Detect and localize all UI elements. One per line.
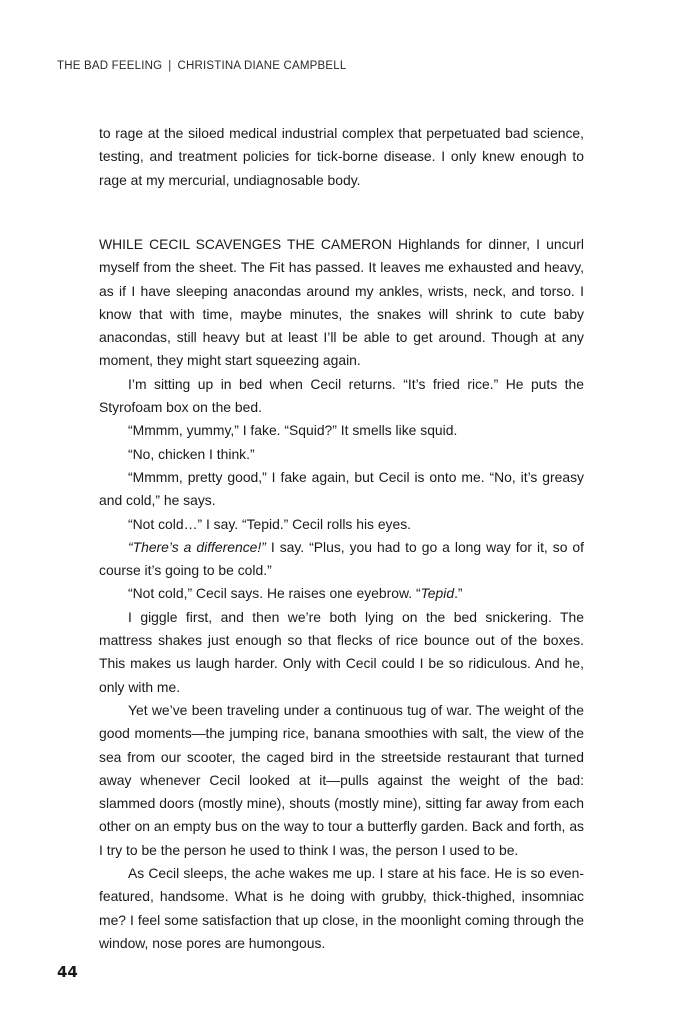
book-title: THE BAD FEELING bbox=[57, 60, 163, 72]
body-paragraph: I’m sitting up in bed when Cecil returns. “It’s fried rice.” He puts the Styrofoam box on the bed. bbox=[99, 375, 584, 416]
running-header bbox=[57, 60, 346, 72]
section-body bbox=[99, 233, 584, 955]
section-opening-caps: WHILE CECIL SCAVENGES THE CAMERON bbox=[99, 236, 392, 252]
paragraph-text: “Not cold,” Cecil says. He raises one eyebrow. “ bbox=[128, 585, 421, 602]
italic-phrase: Tepid bbox=[420, 585, 455, 602]
body-paragraph: “Mmmm, pretty good,” I fake again, but Cecil is onto me. “No, it’s greasy and cold,” he says. bbox=[99, 468, 584, 509]
paragraph-text: .” bbox=[454, 585, 463, 602]
body-paragraph: “Mmmm, yummy,” I fake. “Squid?” It smells like squid. bbox=[128, 422, 458, 439]
body-paragraph: I giggle first, and then we’re both lying on the bed snickering. The mattress shakes just enough so that flecks of rice bounce out of the boxes. This makes us laugh harder. Only with Cecil could I be so ridiculous. And he, only with me. bbox=[99, 608, 584, 695]
paragraph-text: I say. “Plus, you had to go a long way for it, so of course it’s going to be cold.” bbox=[99, 538, 585, 579]
italic-phrase: “There’s a difference!” bbox=[128, 538, 266, 555]
body-paragraph: “No, chicken I think.” bbox=[128, 445, 255, 462]
body-paragraph: Yet we’ve been traveling under a continuous tug of war. The weight of the good moments—the jumping rice, banana smoothies with salt, the view of the sea from our scooter, the caged bird in the streetside restaurant that turned away whenever Cecil looked at it—pulls against the weight of the bad: slammed doors (mostly mine), shouts (mostly mine), sitting far away from each other on an empty bus on the way to tour a butterfly garden. Back and forth, as I try to be the person he used to think I was, the person I used to be. bbox=[99, 701, 584, 858]
carryover-text bbox=[99, 122, 584, 192]
body-paragraph bbox=[99, 582, 584, 605]
section-opening-rest: Highlands for dinner, I uncurl myself from the sheet. The Fit has passed. It leaves me exhausted and heavy, as if I have sleeping anacondas around my ankles, wrists, neck, and torso. I know that with time, maybe minutes, the snakes will shrink to cute baby anacondas, still heavy but at least I’ll be able to get around. Though at any moment, they might start squeezing again. bbox=[99, 236, 584, 369]
section-opening-paragraph bbox=[99, 233, 584, 373]
header-separator: | bbox=[168, 60, 172, 72]
author-name: CHRISTINA DIANE CAMPBELL bbox=[177, 60, 347, 72]
body-paragraph: As Cecil sleeps, the ache wakes me up. I stare at his face. He is so even-featured, handsome. What is he doing with grubby, thick-thighed, insomniac me? I feel some satisfaction that up close, in the moonlight coming through the window, nose pores are humongous. bbox=[99, 865, 584, 951]
page-number: 44 bbox=[57, 963, 78, 981]
body-paragraph bbox=[99, 536, 584, 583]
carryover-paragraph: to rage at the siloed medical industrial complex that perpetuated bad science, testing, and treatment policies for tick-borne disease. I only knew enough to rage at my mercurial, undiagnosable body. bbox=[99, 125, 584, 188]
body-paragraph: “Not cold…” I say. “Tepid.” Cecil rolls his eyes. bbox=[128, 515, 412, 532]
